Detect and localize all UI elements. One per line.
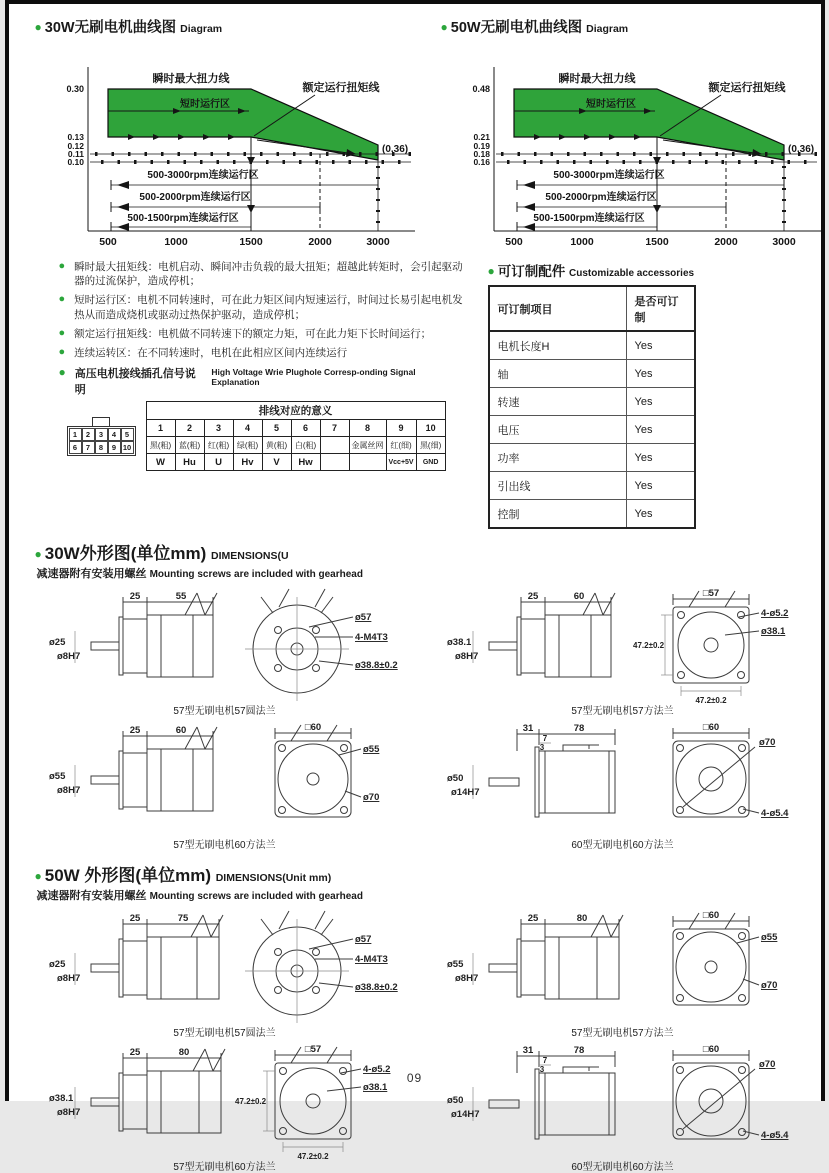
- label-zone3: 500-1500rpm连续运行区: [533, 211, 644, 224]
- dim-flange-dia: ø25: [49, 637, 66, 648]
- dim-body-length: 80: [576, 913, 587, 924]
- front-label: ø57: [355, 612, 371, 623]
- dim-flange-dia: ø55: [447, 959, 464, 970]
- motor-side-view: [433, 587, 633, 705]
- label-zone1: 500-3000rpm连续运行区: [553, 168, 664, 181]
- green-bullet-icon: ●: [59, 365, 66, 397]
- drawing-caption: 57型无刷电机60方法兰: [35, 836, 415, 851]
- dim-flange-dia: ø38.1: [49, 1093, 74, 1104]
- front-geometry: [275, 725, 361, 817]
- note-item: [59, 346, 464, 360]
- charts-row: [9, 4, 821, 254]
- drawing-57-round: [35, 909, 415, 1039]
- connector-pin: 5: [121, 428, 134, 441]
- front-label: ø70: [761, 980, 777, 991]
- wiring-table-title: 排线对应的意义: [146, 402, 445, 420]
- x-tick: 1000: [570, 236, 594, 248]
- motor-side-view: [433, 1043, 633, 1161]
- dim-shaft-dia: ø14H7: [451, 1109, 480, 1120]
- label-end-value: (0.36): [788, 144, 814, 155]
- front-label: 4-M4T3: [355, 632, 388, 643]
- green-bullet-icon: ●: [59, 292, 66, 321]
- label-rated: 额定运行扭矩线: [707, 80, 786, 94]
- drawing-caption: 57型无刷电机60方法兰: [35, 1158, 415, 1173]
- connector-pin: 9: [108, 441, 121, 454]
- label-zone2: 500-2000rpm连续运行区: [545, 190, 656, 203]
- wiring-zone: [67, 401, 464, 471]
- torque-curve-chart-svg: [33, 39, 425, 254]
- dim-front-length: 31: [522, 1045, 533, 1056]
- x-tick: 500: [99, 236, 117, 248]
- dim-flange-dia: ø55: [49, 771, 66, 782]
- front-geometry: [661, 591, 759, 696]
- dim-flange-dia: ø25: [49, 959, 66, 970]
- drawing-caption: 57型无刷电机57方法兰: [433, 1024, 813, 1039]
- front-label: ø55: [363, 744, 380, 755]
- torque-curve-chart-svg: [439, 39, 829, 254]
- front-geometry: [245, 589, 353, 701]
- drawing-views: [433, 1043, 813, 1161]
- dim-body-length: 78: [573, 1045, 584, 1056]
- accessories-row: 轴 Yes: [489, 360, 695, 388]
- section-30w-subtitle: 减速器附有安装用螺丝 Mounting screws are included with gearhead: [37, 565, 821, 581]
- front-label: 4-ø5.2: [761, 608, 788, 619]
- dim-body-length: 80: [178, 1047, 189, 1058]
- chart-50w-title: [441, 16, 829, 37]
- x-tick: 1500: [645, 236, 669, 248]
- drawing-57-square: [433, 587, 813, 717]
- accessories-title-en: Customizable accessories: [569, 268, 694, 279]
- front-left-dim: 47.2±0.2: [633, 641, 665, 650]
- section-title-en: DIMENSIONS(U: [211, 550, 289, 562]
- dim-step1: 7: [542, 734, 547, 743]
- y-tick: 0.30: [66, 84, 84, 94]
- wiring-heading: [59, 365, 464, 397]
- y-tick: 0.18: [473, 149, 490, 159]
- connector-icon: [67, 417, 136, 456]
- wiring-heading-en: High Voltage Wrie Plughole Corresp-onding Signal Explanation: [211, 367, 463, 397]
- front-bottom-dim: 47.2±0.2: [695, 696, 727, 705]
- dim-shaft-dia: ø8H7: [57, 973, 80, 984]
- drawing-views: [35, 721, 415, 839]
- dim-body-length: 75: [177, 913, 188, 924]
- y-tick: 0.13: [67, 132, 84, 142]
- wiring-heading-cn: 高压电机接线插孔信号说明: [75, 365, 206, 397]
- dim-gear-length: 25: [129, 913, 140, 924]
- connector-pin: 2: [82, 428, 95, 441]
- accessories-row: 电压 Yes: [489, 416, 695, 444]
- drawing-views: [433, 587, 813, 705]
- dim-body-length: 78: [573, 723, 584, 734]
- dim-step2: 3: [539, 1065, 544, 1074]
- x-tick: 500: [505, 236, 523, 248]
- note-text: 短时运行区：电机不同转速时，可在此力矩区间内短速运行，时间过长易引起电机发热从而造成烧机或驱动过热保护驱动，造成停机；: [74, 293, 463, 321]
- accessories-row: 控制 Yes: [489, 500, 695, 529]
- datasheet-page: [5, 0, 825, 1101]
- front-geometry: [673, 913, 759, 1005]
- motor-side-view: [433, 721, 633, 839]
- chart-title-en: Diagram: [180, 23, 222, 35]
- front-square-size: □60: [702, 910, 718, 921]
- side-geometry: [473, 593, 615, 677]
- connector-row: [69, 441, 134, 454]
- accessories-row: 功率 Yes: [489, 444, 695, 472]
- green-bullet-icon: ●: [441, 20, 448, 34]
- note-text: 连续运转区：在不同转速时，电机在此相应区间内连续运行: [74, 346, 347, 360]
- green-bullet-icon: ●: [35, 869, 42, 883]
- x-tick: 2000: [308, 236, 332, 248]
- front-label: ø70: [363, 792, 379, 803]
- front-square-size: □57: [702, 588, 718, 599]
- dim-step1: 7: [542, 1056, 547, 1065]
- section-30w-title: [35, 539, 821, 564]
- section-50w-title: [35, 861, 821, 886]
- accessories-title-cn: 可订制配件: [498, 264, 566, 279]
- label-end-value: (0.36): [382, 144, 408, 155]
- y-tick: 0.48: [472, 84, 490, 94]
- green-bullet-icon: ●: [488, 264, 495, 278]
- front-label: 4-ø5.4: [761, 808, 789, 819]
- drawing-views: [433, 721, 813, 839]
- connector-pin: 10: [121, 441, 134, 454]
- dim-shaft-dia: ø8H7: [57, 785, 80, 796]
- front-label: ø38.8±0.2: [355, 982, 398, 993]
- motor-side-view: [35, 587, 235, 705]
- side-geometry: [75, 1049, 225, 1133]
- label-short-zone: 短时运行区: [586, 97, 636, 110]
- dim-shaft-dia: ø14H7: [451, 787, 480, 798]
- front-label: ø38.1: [363, 1082, 388, 1093]
- chart-title-en: Diagram: [586, 23, 628, 35]
- side-geometry: [75, 727, 217, 811]
- chart-30w: [33, 10, 425, 254]
- dim-shaft-dia: ø8H7: [57, 651, 80, 662]
- y-tick: 0.16: [473, 157, 490, 167]
- label-short-zone: 短时运行区: [180, 97, 230, 110]
- side-geometry: [473, 915, 623, 999]
- dim-shaft-dia: ø8H7: [57, 1107, 80, 1118]
- chart-title-text: 30W无刷电机曲线图: [45, 20, 176, 36]
- dim-body-length: 55: [175, 591, 186, 602]
- dim-body-length: 60: [573, 591, 584, 602]
- drawing-views: [433, 909, 813, 1027]
- green-bullet-icon: ●: [59, 259, 66, 288]
- connector-pin: 1: [69, 428, 82, 441]
- wiring-color-row: 黑(粗) 蓝(粗) 红(粗) 绿(粗) 黄(粗) 白(粗) 金属丝网 红(细) 黑(细): [146, 437, 445, 454]
- x-tick: 2000: [714, 236, 738, 248]
- label-rated: 额定运行扭矩线: [301, 80, 380, 94]
- drawing-57-square60: [433, 909, 813, 1039]
- chart-30w-title: [35, 16, 425, 37]
- label-zone1: 500-3000rpm连续运行区: [147, 168, 258, 181]
- dim-body-length: 60: [175, 725, 186, 736]
- label-zone2: 500-2000rpm连续运行区: [139, 190, 250, 203]
- dim-shaft-dia: ø8H7: [455, 973, 478, 984]
- motor-front-view-round: [235, 587, 415, 705]
- dim-gear-length: 25: [527, 913, 538, 924]
- motor-front-view-round: [235, 909, 415, 1027]
- motor-front-view-square: [633, 1043, 813, 1161]
- front-square-size: □60: [304, 722, 320, 733]
- motor-side-view: [35, 1043, 235, 1161]
- connector-pin: 8: [95, 441, 108, 454]
- section-title-cn: 50W 外形图(单位mm): [45, 866, 211, 885]
- drawing-caption: 57型无刷电机57圆法兰: [35, 1024, 415, 1039]
- drawing-60-motor: [433, 721, 813, 851]
- dim-flange-dia: ø50: [447, 1095, 463, 1106]
- front-label: ø38.8±0.2: [355, 660, 398, 671]
- green-bullet-icon: ●: [59, 345, 66, 360]
- front-geometry: [245, 911, 353, 1023]
- connector-pin: 3: [95, 428, 108, 441]
- dim-step2: 3: [539, 743, 544, 752]
- motor-side-view: [433, 909, 633, 1027]
- front-label: 4-ø5.2: [363, 1064, 390, 1075]
- drawings-50w: [9, 907, 821, 1173]
- drawing-60-square57: [35, 1043, 415, 1173]
- drawing-views: [35, 1043, 415, 1161]
- front-square-size: □60: [702, 722, 718, 733]
- connector-tab: [92, 417, 110, 426]
- note-text: 瞬时最大扭矩线：电机启动、瞬间冲击负载的最大扭矩；超越此转矩时，会引起驱动器的过流保护，造成停机；: [74, 260, 463, 288]
- front-bottom-dim: 47.2±0.2: [297, 1152, 329, 1161]
- dim-front-length: 31: [522, 723, 533, 734]
- notes-list: [59, 260, 464, 529]
- y-tick: 0.12: [67, 141, 84, 151]
- front-geometry: [263, 1047, 361, 1152]
- front-label: ø70: [759, 1059, 775, 1070]
- motor-front-view-square: [235, 721, 415, 839]
- dim-flange-dia: ø38.1: [447, 637, 472, 648]
- front-square-size: □57: [304, 1044, 320, 1055]
- y-tick: 0.10: [67, 157, 84, 167]
- label-max-torque: 瞬时最大扭力线: [558, 71, 636, 85]
- front-label: 4-ø5.4: [761, 1130, 789, 1141]
- y-tick: 0.21: [473, 132, 490, 142]
- accessories-table: [488, 285, 696, 529]
- front-left-dim: 47.2±0.2: [235, 1097, 267, 1106]
- x-tick: 3000: [366, 236, 390, 248]
- dim-shaft-dia: ø8H7: [455, 651, 478, 662]
- x-tick: 3000: [772, 236, 796, 248]
- front-square-size: □60: [702, 1044, 718, 1055]
- side-geometry: [75, 915, 223, 999]
- front-label: ø55: [761, 932, 778, 943]
- note-text: 额定运行扭矩线：电机做不同转速下的额定力矩，可在此力矩下长时间运行；: [74, 327, 431, 341]
- motor-side-view: [35, 909, 235, 1027]
- motor-front-view-square: [633, 587, 813, 705]
- wiring-signal-row: W Hu U Hv V Hw Vcc+5V GND: [146, 454, 445, 471]
- front-label: 4-M4T3: [355, 954, 388, 965]
- front-label: ø57: [355, 934, 371, 945]
- drawing-caption: 60型无刷电机60方法兰: [433, 1158, 813, 1173]
- motor-front-view-square: [633, 721, 813, 839]
- connector-body: [67, 426, 136, 456]
- connector-row: [69, 428, 134, 441]
- dim-gear-length: 25: [129, 591, 140, 602]
- motor-side-view: [35, 721, 235, 839]
- connector-pin: 7: [82, 441, 95, 454]
- y-tick: 0.11: [67, 149, 83, 159]
- dim-flange-dia: ø50: [447, 773, 463, 784]
- wiring-table: [146, 401, 446, 471]
- drawing-views: [35, 909, 415, 1027]
- section-title-cn: 30W外形图(单位mm): [45, 544, 207, 563]
- drawing-60-square: [35, 721, 415, 851]
- green-bullet-icon: ●: [35, 547, 42, 561]
- drawing-views: [35, 587, 415, 705]
- connector-pin: 6: [69, 441, 82, 454]
- x-tick: 1000: [164, 236, 188, 248]
- dim-gear-length: 25: [527, 591, 538, 602]
- connector-pin: 4: [108, 428, 121, 441]
- front-label: ø38.1: [761, 626, 786, 637]
- y-tick: 0.19: [473, 141, 490, 151]
- chart-50w: [439, 10, 829, 254]
- drawing-caption: 60型无刷电机60方法兰: [433, 836, 813, 851]
- front-geometry: [673, 728, 759, 817]
- note-item: [59, 260, 464, 288]
- note-item: [59, 327, 464, 341]
- accessories-block: [488, 260, 696, 529]
- accessories-title: [488, 260, 696, 280]
- drawing-57-round: [35, 587, 415, 717]
- accessories-row: 转速 Yes: [489, 388, 695, 416]
- drawing-caption: 57型无刷电机57圆法兰: [35, 702, 415, 717]
- motor-front-view-square: [235, 1043, 415, 1161]
- dim-gear-length: 25: [129, 1047, 140, 1058]
- green-bullet-icon: ●: [35, 20, 42, 34]
- section-title-en: DIMENSIONS(Unit mm): [216, 872, 332, 884]
- green-bullet-icon: ●: [59, 326, 66, 341]
- drawing-60-motor: [433, 1043, 813, 1173]
- label-zone3: 500-1500rpm连续运行区: [127, 211, 238, 224]
- side-geometry: [75, 593, 217, 677]
- page-number: 09: [9, 1071, 821, 1085]
- drawings-30w: [9, 585, 821, 851]
- x-tick: 1500: [239, 236, 263, 248]
- accessories-row: 引出线 Yes: [489, 472, 695, 500]
- motor-front-view-square: [633, 909, 813, 1027]
- note-item: [59, 293, 464, 321]
- wiring-pin-row: 1 2 3 4 5 6 7 8 9 10: [146, 420, 445, 437]
- front-geometry: [673, 1050, 759, 1139]
- accessories-row: 电机长度H Yes: [489, 331, 695, 360]
- drawing-caption: 57型无刷电机57方法兰: [433, 702, 813, 717]
- section-50w-subtitle: 减速器附有安装用螺丝 Mounting screws are included with gearhead: [37, 887, 821, 903]
- accessories-header-row: 可订制项目 是否可订制: [489, 286, 695, 331]
- chart-title-text: 50W无刷电机曲线图: [451, 20, 582, 36]
- label-max-torque: 瞬时最大扭力线: [152, 71, 230, 85]
- middle-row: [9, 254, 821, 529]
- front-label: ø70: [759, 737, 775, 748]
- dim-gear-length: 25: [129, 725, 140, 736]
